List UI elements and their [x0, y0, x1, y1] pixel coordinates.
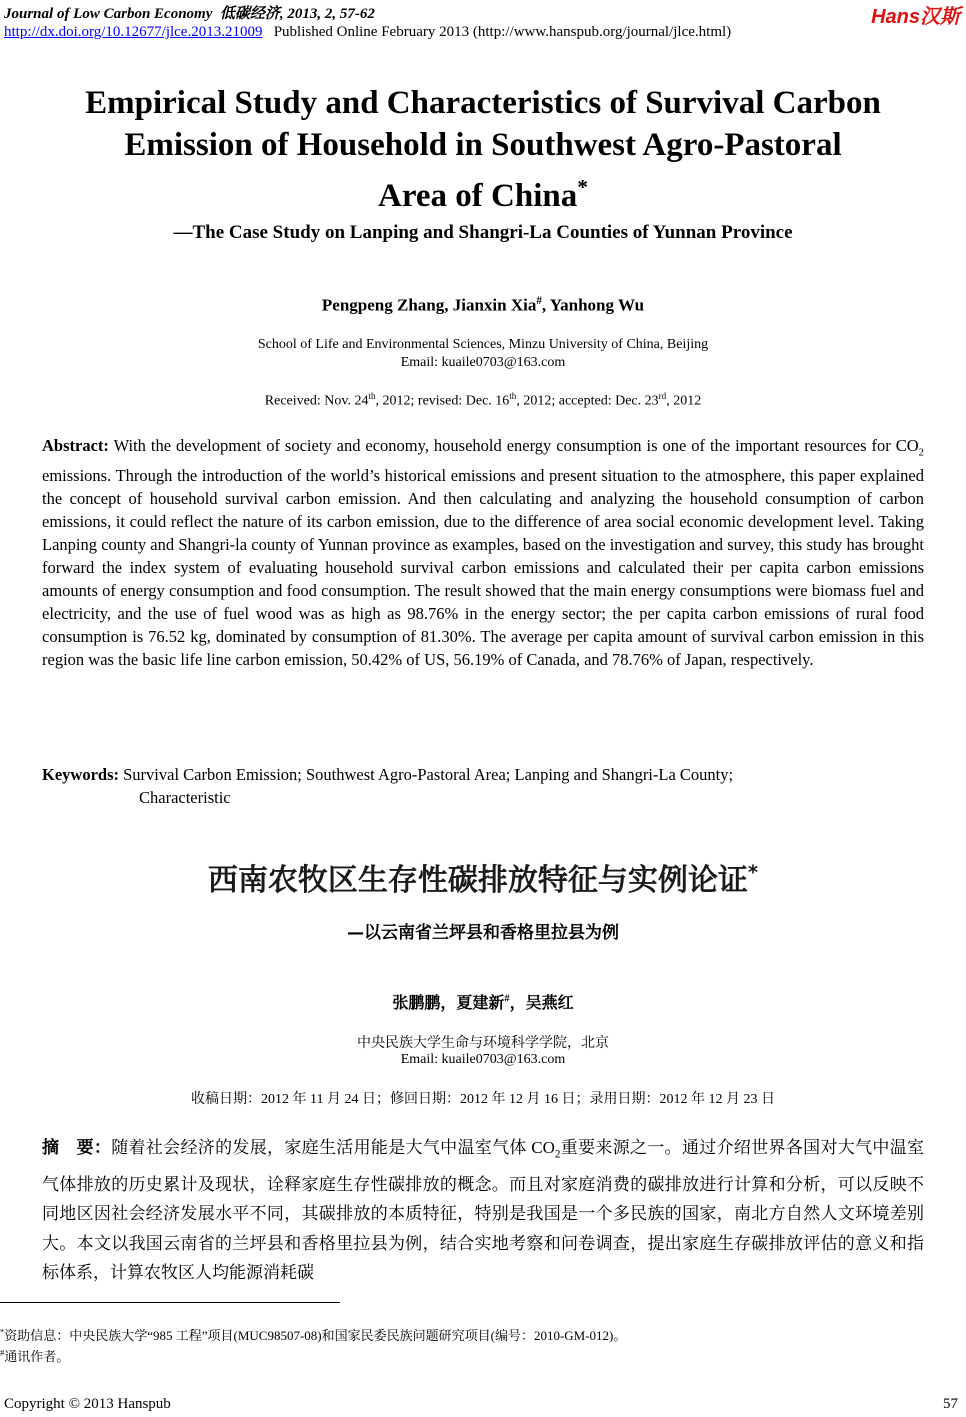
affiliation: School of Life and Environmental Sciences, Minzu University of China, Beijing	[257, 337, 709, 352]
date-text: , 2012	[666, 393, 702, 409]
cn-abstract-label: 摘 要：	[42, 1138, 112, 1157]
author-names: Pengpeng Zhang, Jianxin Xia	[321, 295, 537, 315]
journal-header	[4, 2, 375, 23]
footnote-corresponding	[0, 1346, 69, 1365]
abstract-text: emissions. Through the introduction of the world’s historical emissions and present situation to the atmosphere, this paper explained the concept of household survival carbon emission. And then calculating and analyzing the household consumption of carbon emissions, it could reflect the nature of its carbon emission, due to the difference of area social economic development level. Taking Lanping county and Shangri-la county of Yunnan province as examples, based on the investigation and survey, this study has brought forward the index system of evaluating household survival carbon emissions and calculated their per capita carbon emissions amounts of energy consumption and food consumption. The result showed that the main energy consumptions were biomass fuel and electricity, and the use of fuel wood was as high as 98.76% in the energy sector; the per capita carbon emissions of rural food consumption is 76.52 kg, dominated by consumption of 81.30%. The average per capita amount of survival carbon emission in this region was the basic life line carbon emission, 50.42% of US, 56.19% of Canada, and 78.76% of Japan, respectively.	[42, 466, 924, 670]
footnote-mark: *	[747, 861, 759, 884]
cn-dates: 收稿日期：2012 年 11 月 24 日；修回日期：2012 年 12 月 16 日；录用日期：2012 年 12 月 23 日	[191, 1092, 775, 1107]
doi-link[interactable]: http://dx.doi.org/10.12677/jlce.2013.21009	[4, 24, 263, 40]
footnote-mark: #	[504, 993, 510, 1005]
journal-name-cn: 低碳经济	[219, 6, 280, 22]
cn-abstract-text: 重要来源之一。通过介绍世界各国对大气中温室气体排放的历史累计及现状，诠释家庭生存性碳排放的概念。而且对家庭消费的碳排放进行计算和分析，可以反映不同地区因社会经济发展水平不同，其碳排放的本质特征，特别是我国是一个多民族的国家，南北方自然人文环境差别大。本文以我国云南省的兰坪县和香格里拉县为例，结合实地考察和问卷调查，提出家庭生存碳排放评估的意义和指标体系，计算农牧区人均能源消耗碳	[42, 1138, 925, 1283]
abstract	[42, 434, 924, 671]
authors	[0, 295, 966, 316]
footnote-mark: *	[577, 175, 588, 199]
journal-name: Journal of Low Carbon Economy	[4, 6, 213, 22]
cn-email: Email: kuaile0703@163.com	[400, 1052, 566, 1067]
date-sup: rd	[658, 391, 667, 401]
date-text: Received: Nov. 24	[264, 393, 369, 409]
date-sup: th	[368, 391, 376, 401]
cn-title-text: 西南农牧区生存性碳排放特征与实例论证	[207, 863, 748, 898]
dates	[0, 391, 966, 410]
keywords-text: Survival Carbon Emission; Southwest Agro-Pastoral Area; Lanping and Shangri-La County;	[119, 765, 734, 784]
copyright: Copyright © 2013 Hanspub	[4, 1396, 171, 1412]
footnote-funding	[0, 1325, 626, 1344]
date-text: , 2012; accepted: Dec. 23	[516, 393, 659, 409]
doi-line	[4, 24, 731, 41]
keywords	[42, 763, 924, 809]
email: Email: kuaile0703@163.com	[400, 355, 566, 370]
cn-abstract	[42, 1133, 924, 1288]
footnote-mark: #	[536, 295, 542, 307]
date-text: , 2012; revised: Dec. 16	[375, 393, 510, 409]
author-names: , Yanhong Wu	[541, 295, 645, 315]
keywords-label: Keywords:	[42, 765, 119, 784]
cn-subtitle: —以云南省兰坪县和香格里拉县为例	[347, 923, 619, 943]
title-line: Emission of Household in Southwest Agro-Pastoral	[124, 127, 842, 163]
date-sup: th	[509, 391, 517, 401]
cn-abstract-text: 随着社会经济的发展，家庭生活用能是大气中温室气体 CO	[111, 1138, 555, 1157]
title-line: Empirical Study and Characteristics of Survival Carbon	[85, 85, 881, 121]
subscript: 2	[554, 1148, 561, 1161]
hans-logo: Hans汉斯	[871, 6, 960, 28]
footnote-divider	[0, 1302, 340, 1303]
subscript: 2	[918, 446, 924, 459]
footnote-text: 资助信息：中央民族大学“985 工程”项目(MUC98507-08)和国家民委民族问题研究项目(编号：2010-GM-012)。	[4, 1328, 627, 1343]
cn-title	[0, 855, 966, 899]
journal-issue: , 2013, 2, 57-62	[279, 6, 375, 22]
paper-title	[0, 82, 966, 217]
footnote-mark: #	[0, 1347, 5, 1358]
page-number: 57	[943, 1396, 958, 1412]
abstract-label: Abstract:	[42, 436, 109, 455]
cn-affiliation: 中央民族大学生命与环境科学学院，北京	[357, 1036, 609, 1051]
keywords-text: Characteristic	[139, 788, 231, 807]
paper-subtitle: —The Case Study on Lanping and Shangri-La Counties of Yunnan Province	[173, 222, 793, 243]
footnote-text: 通讯作者。	[4, 1349, 70, 1364]
author-names: ，吴燕红	[509, 995, 574, 1012]
footnote-mark: *	[0, 1326, 5, 1337]
published-info: Published Online February 2013 (http://www.hanspub.org/journal/jlce.html)	[273, 24, 732, 40]
author-names: 张鹏鹏，夏建新	[392, 995, 505, 1012]
cn-authors	[0, 990, 966, 1013]
abstract-text: With the development of society and economy, household energy consumption is one of the important resources for CO	[108, 436, 919, 455]
title-line: Area of China	[378, 178, 578, 214]
